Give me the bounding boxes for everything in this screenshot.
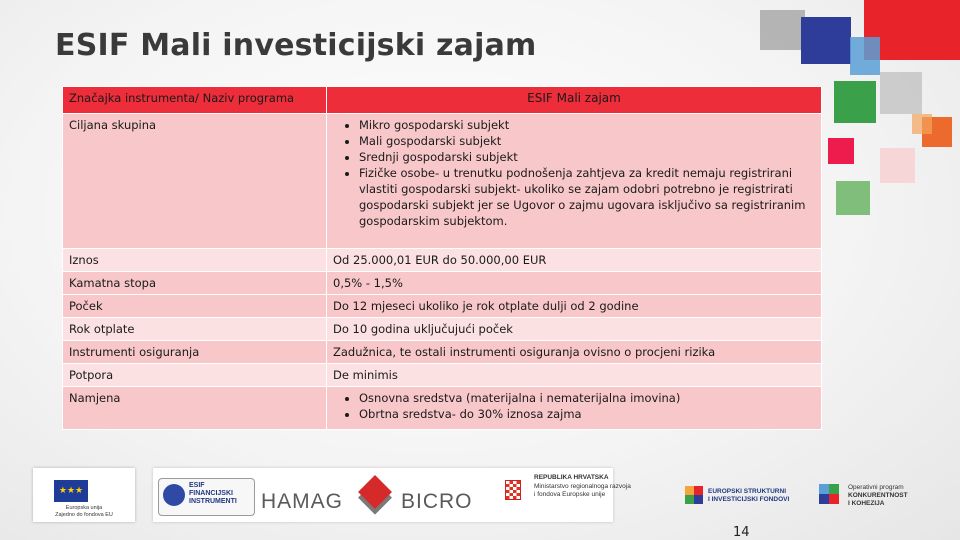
eu-caption (36, 505, 132, 519)
table-row (63, 272, 822, 295)
decor-square (801, 17, 851, 64)
row-value: Od 25.000,01 EUR do 50.000,00 EUR (327, 249, 822, 272)
decor-square (836, 181, 870, 215)
esif-text-3: INSTRUMENTI (189, 498, 237, 505)
decor-square (880, 148, 915, 183)
row-label: Poček (63, 295, 327, 318)
page-number: 14 (733, 525, 750, 540)
list-item: • Mikro gospodarski subjekt (359, 117, 815, 133)
esif-logo-text (189, 482, 237, 506)
esif-coins-icon (163, 484, 185, 506)
row-value-ciljana (327, 114, 822, 249)
footer-logo-strip (33, 468, 960, 524)
row-label: Kamatna stopa (63, 272, 327, 295)
row-label: Iznos (63, 249, 327, 272)
table-row (63, 249, 822, 272)
ministry-logo-text (534, 474, 631, 500)
decor-square (828, 138, 854, 164)
esi-funds-icon (685, 486, 703, 504)
table-row (63, 295, 822, 318)
row-label-namjena: Namjena (63, 387, 327, 430)
table-row (63, 364, 822, 387)
ministry-text-2: Ministarstvo regionalnoga razvoja (534, 482, 631, 490)
esif-text-2: FINANCIJSKI (189, 490, 233, 497)
ministry-text-1: REPUBLIKA HRVATSKA (534, 474, 609, 481)
eu-flag-icon: ★★★ (54, 480, 88, 502)
croatia-coat-of-arms-icon (505, 480, 521, 500)
page-title: ESIF Mali investicijski zajam (55, 28, 537, 63)
decor-square (760, 10, 805, 50)
decor-square (880, 72, 922, 114)
decor-square (834, 81, 876, 123)
op-program-icon (819, 484, 839, 504)
row-value: Do 12 mjeseci ukoliko je rok otplate dulji od 2 godine (327, 295, 822, 318)
row-label: Rok otplate (63, 318, 327, 341)
table-row (63, 318, 822, 341)
row-value: Zadužnica, te ostali instrumenti osiguranja ovisno o procjeni rizika (327, 341, 822, 364)
list-item: • Srednji gospodarski subjekt (359, 149, 815, 165)
info-table (62, 86, 822, 430)
hamag-logo: HAMAG (261, 490, 344, 513)
row-value-namjena (327, 387, 822, 430)
list-item: • Mali gospodarski subjekt (359, 133, 815, 149)
esi-text-2: I INVESTICIJSKI FONDOVI (708, 496, 790, 503)
header-label: Značajka instrumenta/ Naziv programa (63, 87, 327, 114)
row-value: 0,5% - 1,5% (327, 272, 822, 295)
ministry-text-3: i fondova Europske unije (534, 491, 606, 498)
row-label-ciljana: Ciljana skupina (63, 114, 327, 249)
decor-square (912, 114, 932, 134)
esif-text-1: ESIF (189, 482, 205, 489)
op-program-text (848, 484, 908, 508)
esi-text-1: EUROPSKI STRUKTURNI (708, 488, 787, 495)
bicro-logo: BICRO (401, 490, 473, 513)
eu-text-2: Zajedno do fondova EU (55, 512, 113, 518)
list-item: • Obrtna sredstva- do 30% iznosa zajma (359, 406, 815, 422)
list-item: • Osnovna sredstva (materijalna i nematerijalna imovina) (359, 390, 815, 406)
row-value: De minimis (327, 364, 822, 387)
header-value: ESIF Mali zajam (327, 87, 822, 114)
table-row (63, 387, 822, 430)
decor-square (850, 37, 880, 75)
row-label: Instrumenti osiguranja (63, 341, 327, 364)
op-text-1: Operativni program (848, 484, 904, 491)
eu-text-1: Europska unija (65, 505, 103, 511)
bullet-list (333, 390, 815, 422)
list-item: • Fizičke osobe- u trenutku podnošenja zahtjeva za kredit nemaju registrirani vlastiti gospodarski subjekt- ukoliko se zajam odobri potrebno je registrirati gospodarski subjekt jer se Ugovor o zajmu ugovara isključivo sa registriranim gospodarskim subjektom. (359, 165, 815, 229)
table-row (63, 341, 822, 364)
row-value: Do 10 godina uključujući poček (327, 318, 822, 341)
esi-funds-text (708, 488, 789, 504)
bullet-list (333, 117, 815, 229)
op-text-3: I KOHEZIJA (848, 500, 885, 507)
table-row (63, 114, 822, 249)
op-text-2: KONKURENTNOST (848, 492, 908, 499)
table-header-row (63, 87, 822, 114)
row-label: Potpora (63, 364, 327, 387)
